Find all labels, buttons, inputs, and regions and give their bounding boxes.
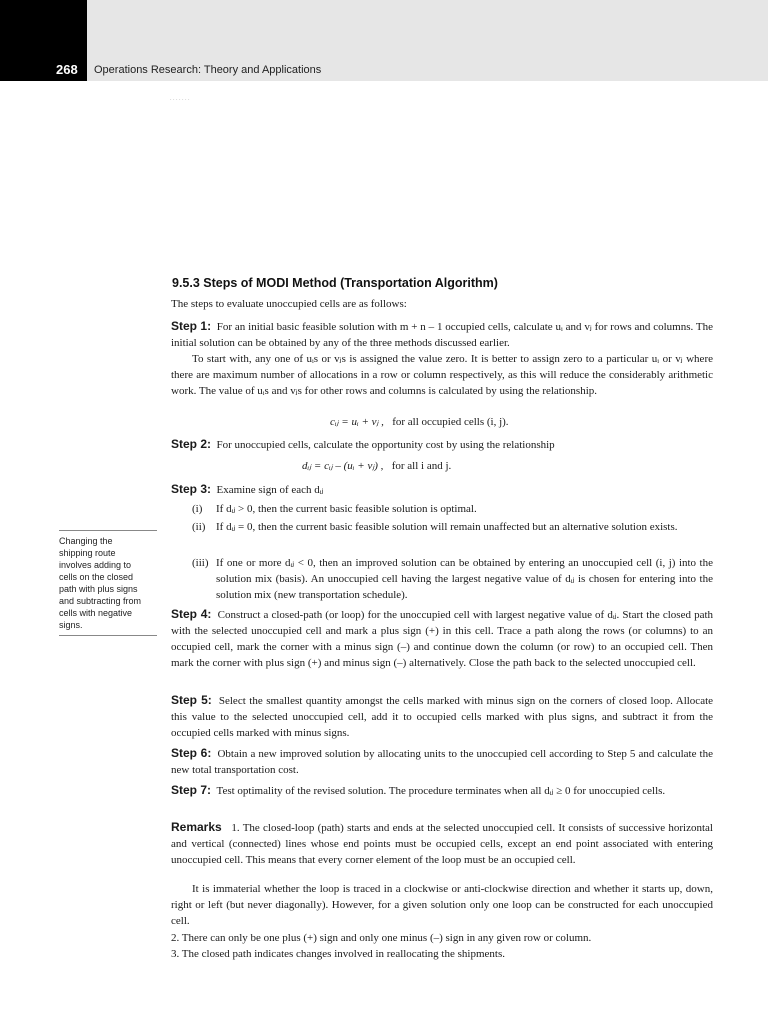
equation-dij (302, 458, 451, 474)
step-7 (171, 782, 713, 799)
step-3-item-1 (192, 501, 713, 517)
margin-note-line: and subtracting from (59, 596, 142, 606)
step-3-text: Examine sign of each dᵢⱼ (216, 484, 324, 496)
step-4 (171, 606, 713, 671)
remark-2: 2. There can only be one plus (+) sign and only one minus (–) sign in any given row or column. (171, 932, 592, 944)
remark-1-continued: It is immaterial whether the loop is traced in a clockwise or anti-clockwise direction and whether it starts up, down, right or left (but never diagonally). However, for a given solution only one loop can be constructed for each unoccupied cell. (171, 883, 713, 927)
item-numeral: (ii) (192, 521, 206, 533)
item-text: If dᵢⱼ = 0, then the current basic feasible solution will remain unaffected but an alternative solution exists. (216, 521, 678, 533)
section-title: 9.5.3 Steps of MODI Method (Transportation Algorithm) (172, 276, 498, 290)
step-6-label: Step 6: (171, 746, 212, 760)
margin-note-line: cells on the closed (59, 572, 134, 582)
step-2 (171, 436, 713, 453)
step-3 (171, 481, 713, 498)
step-1-text: For an initial basic feasible solution with m + n – 1 occupied cells, calculate uᵢ and vⱼ for rows and columns. The initial solution can be obtained by any of the three methods discussed earlier. (171, 321, 714, 349)
item-numeral: (iii) (192, 557, 209, 569)
remark-3: 3. The closed path indicates changes involved in reallocating the shipments. (171, 948, 505, 960)
running-title: Operations Research: Theory and Applications (94, 64, 322, 76)
section-intro: The steps to evaluate unoccupied cells are as follows: (171, 298, 407, 310)
equation-cij (330, 414, 509, 430)
margin-note-line: involves adding to (59, 560, 132, 570)
margin-note-line: path with plus signs (59, 584, 138, 594)
step-5-text: Select the smallest quantity amongst the cells marked with minus sign on the corners of closed loop. Allocate this value to the selected unoccupied cell, add it to occupied cells marked with plus signs, and subtract it from the occupied cells marked with minus signs. (171, 695, 714, 739)
equation-dij-formula: dᵢⱼ = cᵢⱼ – (uᵢ + vⱼ) , (302, 460, 384, 472)
step-3-label: Step 3: (171, 482, 212, 496)
step-6 (171, 745, 713, 778)
remark-1: 1. The closed-loop (path) starts and ends at the selected unoccupied cell. It consists of successive horizontal and vertical (connected) lines whose end points must be occupied cells, except an end point associated with entering unoccupied cell. This means that every corner element of the loop must be an occupied cell. (171, 822, 713, 866)
step-6-text: Obtain a new improved solution by allocating units to the unoccupied cell according to Step 5 and calculate the new total transportation cost. (171, 748, 713, 776)
margin-note-line: signs. (59, 620, 83, 630)
step-3-item-2 (192, 519, 713, 535)
scan-specks: . . . . . . . (170, 96, 190, 102)
step-7-text: Test optimality of the revised solution. The procedure terminates when all dᵢⱼ ≥ 0 for unoccupied cells. (216, 785, 666, 797)
step-4-label: Step 4: (171, 607, 212, 621)
step-2-label: Step 2: (171, 437, 212, 451)
step-1-label: Step 1: (171, 319, 212, 333)
step-2-text: For unoccupied cells, calculate the opportunity cost by using the relationship (216, 439, 555, 451)
margin-note-line: Changing the (59, 536, 113, 546)
step-5 (171, 692, 713, 741)
step-7-label: Step 7: (171, 783, 212, 797)
step-3-item-3 (192, 555, 713, 603)
margin-note (59, 530, 157, 636)
item-text: If one or more dᵢⱼ < 0, then an improved solution can be obtained by entering an unoccupied cell (i, j) into the solution mix (basis). An unoccupied cell having the largest negative value of dᵢⱼ is chosen for entering into the solution mix (new transportation schedule). (216, 557, 713, 601)
step-4-text: Construct a closed-path (or loop) for the unoccupied cell with largest negative value of dᵢⱼ. Start the closed path with the selected unoccupied cell and mark a plus sign (+) in this cell. Trace a path along the rows (or columns) to an occupied cell, mark the corner with a minus sign (–) and continue down the column (or row) to an occupied cell. Then mark the corner with plus sign (+) and minus sign (–) alternatively. Close the path back to the selected unoccupied cell. (171, 609, 714, 669)
item-text: If dᵢⱼ > 0, then the current basic feasible solution is optimal. (216, 503, 477, 515)
equation-dij-condition: for all i and j. (391, 460, 452, 472)
equation-cij-formula: cᵢⱼ = uᵢ + vⱼ , (330, 416, 384, 428)
step-1-paragraph: To start with, any one of uᵢs or vⱼs is assigned the value zero. It is better to assign zero to a particular uᵢ or vⱼ where there are maximum number of allocations in a row or column respectively, as this will reduce the considerably arithmetic work. The value of uᵢs and vⱼs for other rows and columns is calculated by using the relationship. (171, 353, 713, 397)
margin-note-line: shipping route (59, 548, 116, 558)
page-number: 268 (56, 62, 78, 77)
step-5-label: Step 5: (171, 693, 212, 707)
remarks-label: Remarks (171, 820, 222, 834)
remarks (171, 819, 713, 868)
step-1 (171, 318, 713, 351)
equation-cij-condition: for all occupied cells (i, j). (392, 416, 509, 428)
margin-note-line: cells with negative (59, 608, 133, 618)
item-numeral: (i) (192, 503, 203, 515)
